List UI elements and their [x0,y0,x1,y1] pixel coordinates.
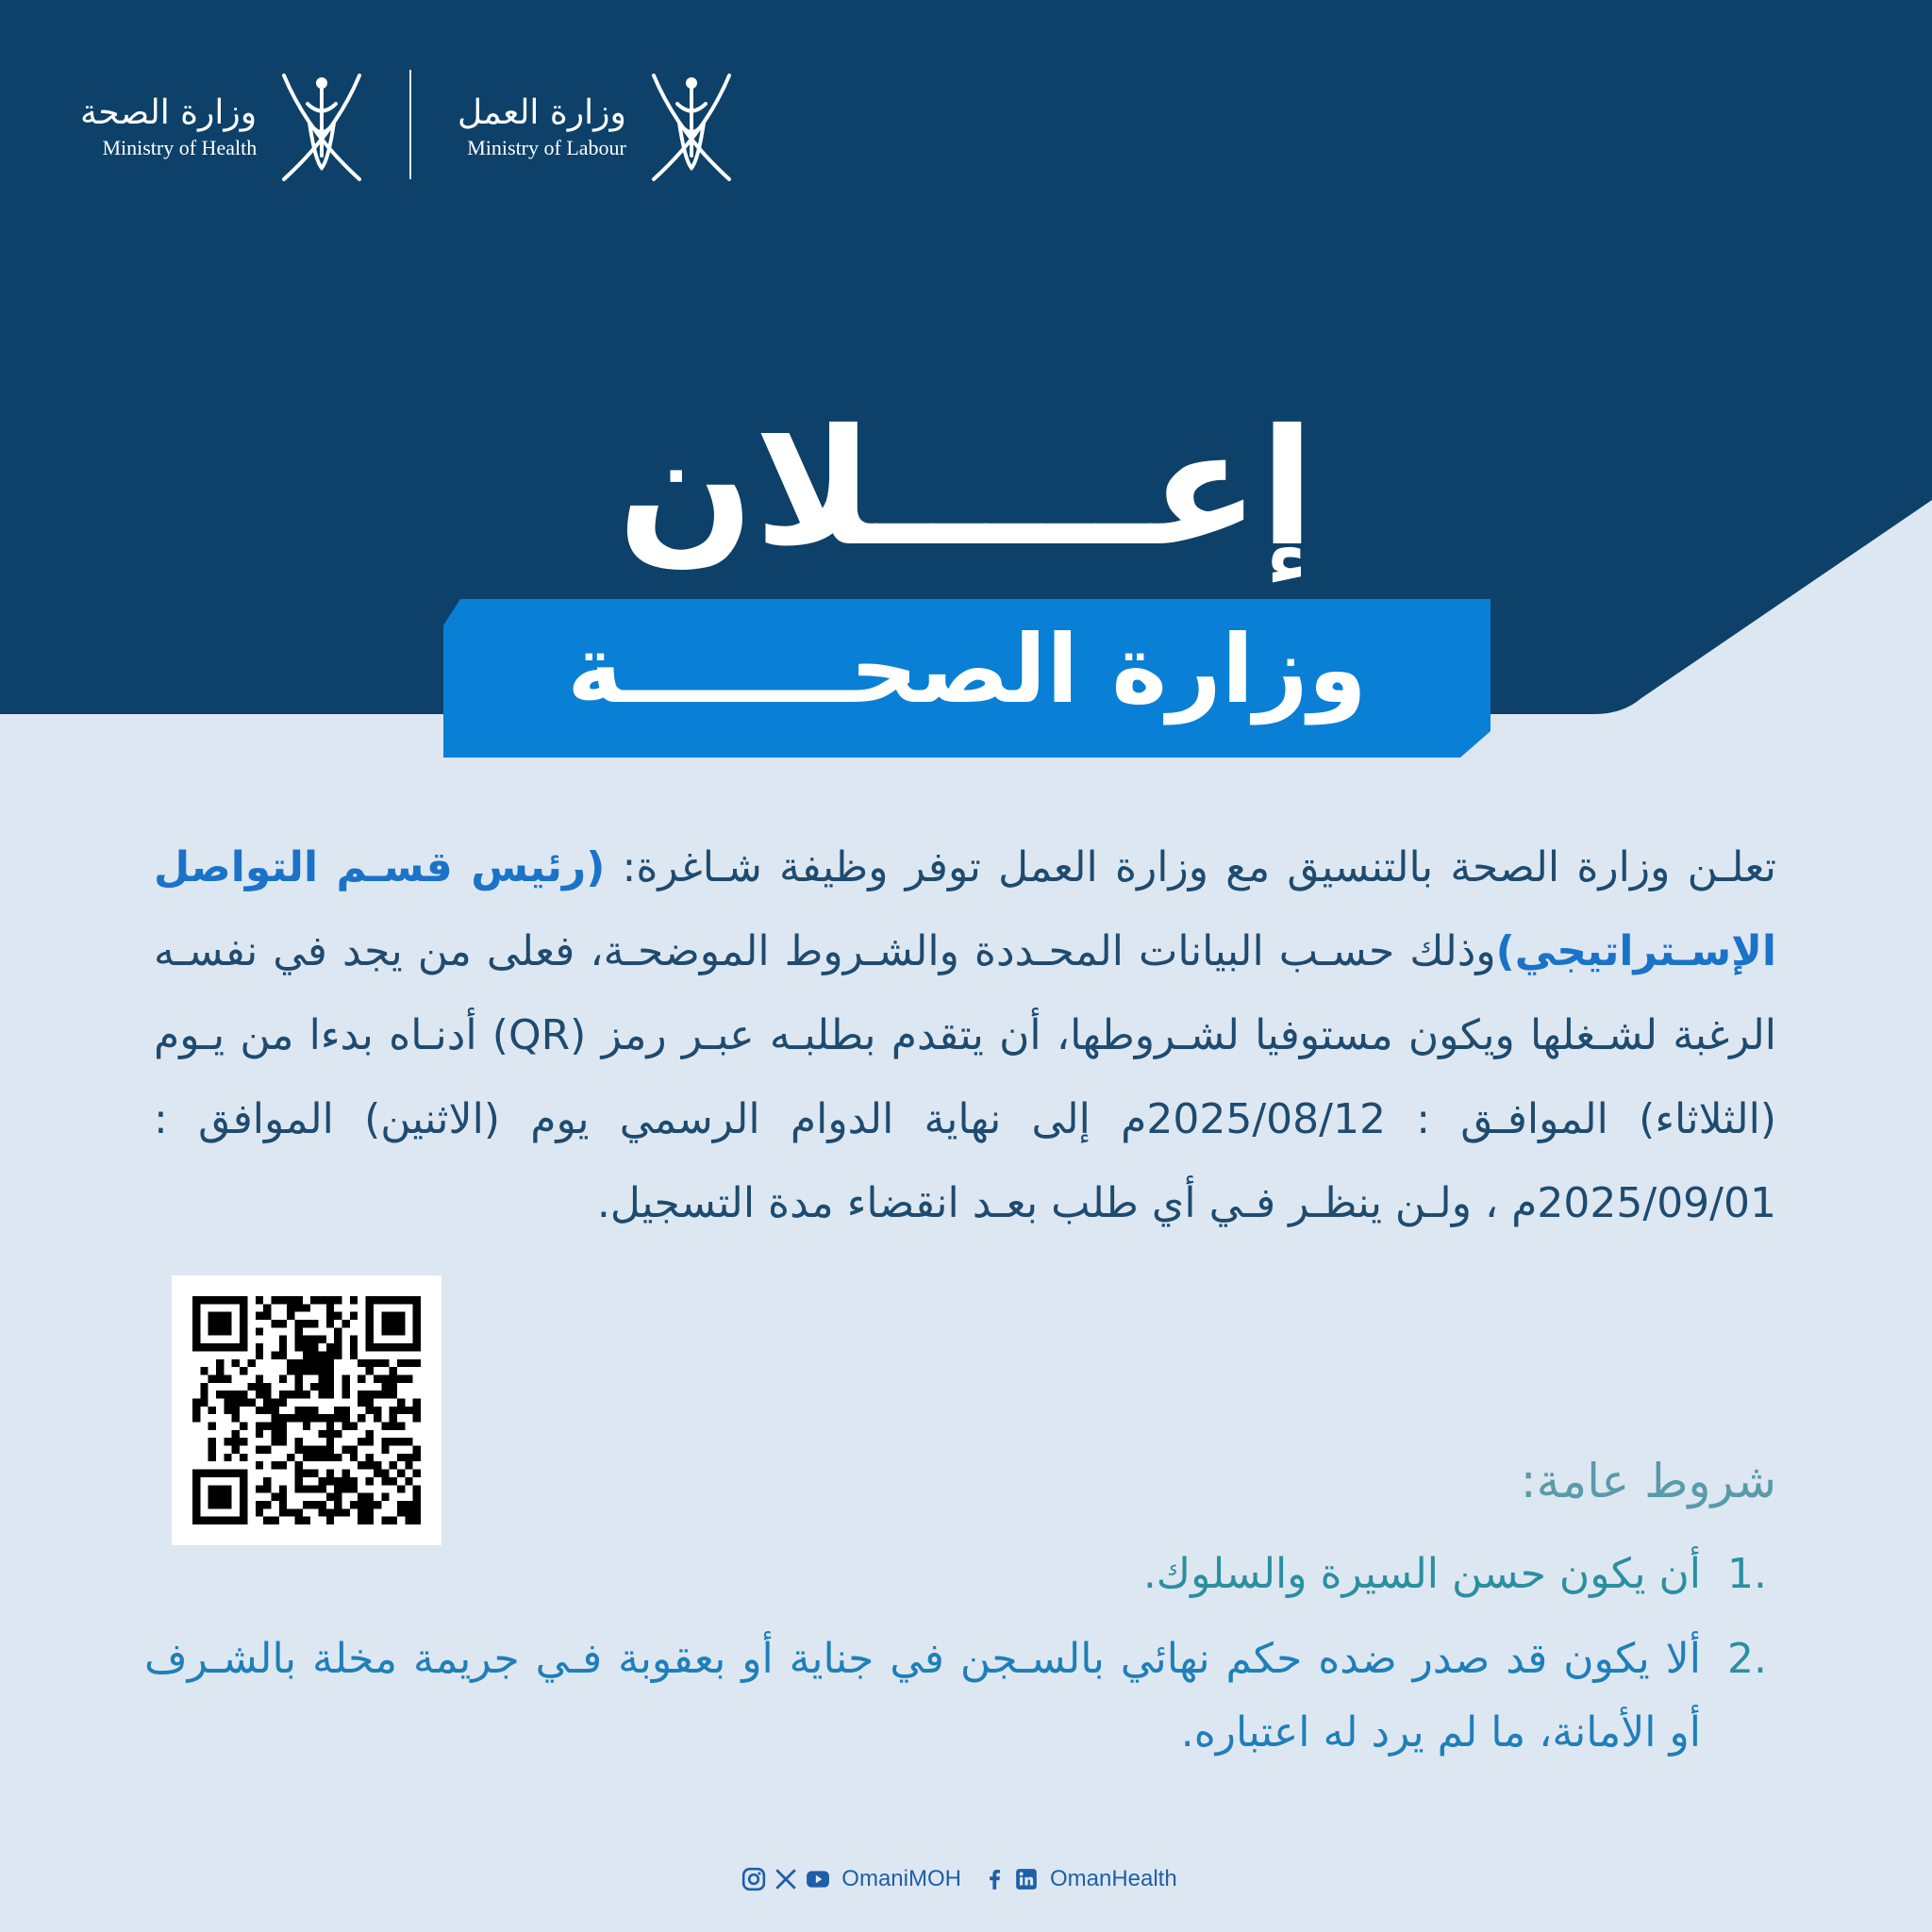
condition-item [144,1623,1767,1774]
condition-item [446,1538,1767,1613]
qr-code[interactable] [172,1275,441,1545]
footer-handle-omanhealth[interactable]: OmanHealth [1049,1866,1177,1891]
ministry-of-health-logo [80,66,374,189]
linkedin-icon[interactable] [1014,1867,1039,1891]
conditions-title: شروط عامة: [1520,1454,1776,1508]
condition-text: أن يكون حسن السيرة والسلوك. [1142,1550,1701,1598]
oman-emblem-icon [270,66,374,189]
paragraph-body: وذلك حسـب البيانات المحـددة والشـروط الموضحـة، فعلى من يجد في نفسـه الرغبة لشـغلها ويكون مستوفيا لشـروطها، أن يتقدم بطلبـه عبـر رمز (QR) أدنـاه بدءا من يـوم (الثلاثاء) الموافـق : 2025/08/12م إلى نهاية الدوام الرسمي يوم (الاثنين) الموافق : 2025/09/01م ، ولـن ينظـر فـي أي طلب بعـد انقضاء مدة التسجيل. [154,927,1776,1227]
instagram-icon[interactable] [741,1867,766,1891]
facebook-icon[interactable] [982,1867,1007,1891]
youtube-icon[interactable] [806,1867,830,1891]
x-icon[interactable] [774,1867,798,1891]
paragraph-intro: تعلـن وزارة الصحة بالتنسيق مع وزارة العمل توفر وظيفة شـاغرة: [605,843,1776,891]
ministry-banner-text: وزارة الصحـــــــة [567,614,1367,724]
condition-number: .2 [1727,1635,1767,1683]
announcement-paragraph [154,825,1776,1245]
labour-logo-arabic: وزارة العمل [458,93,626,132]
announcement-title: إعـــــلان [617,395,1315,582]
qr-code-icon [192,1296,421,1524]
logo-divider [409,70,411,179]
condition-number: .1 [1727,1550,1767,1598]
health-logo-arabic: وزارة الصحة [80,93,258,132]
labour-logo-english: Ministry of Labour [467,136,626,159]
job-title: (رئيس قسـم التواصل الإسـتراتيجي) [154,843,1776,975]
footer-handle-omanimoh[interactable]: OmaniMOH [841,1866,961,1891]
condition-text: ألا يكون قد صدر ضده حكم نهائي بالسـجن في جناية أو بعقوبة فـي جريمة مخلة بالشـرف أو الأمانة، ما لم يرد له اعتباره. [144,1635,1701,1757]
ministry-of-labour-logo [458,66,743,189]
health-logo-english: Ministry of Health [102,136,258,159]
social-footer [0,1866,1932,1892]
oman-emblem-icon [640,66,743,189]
